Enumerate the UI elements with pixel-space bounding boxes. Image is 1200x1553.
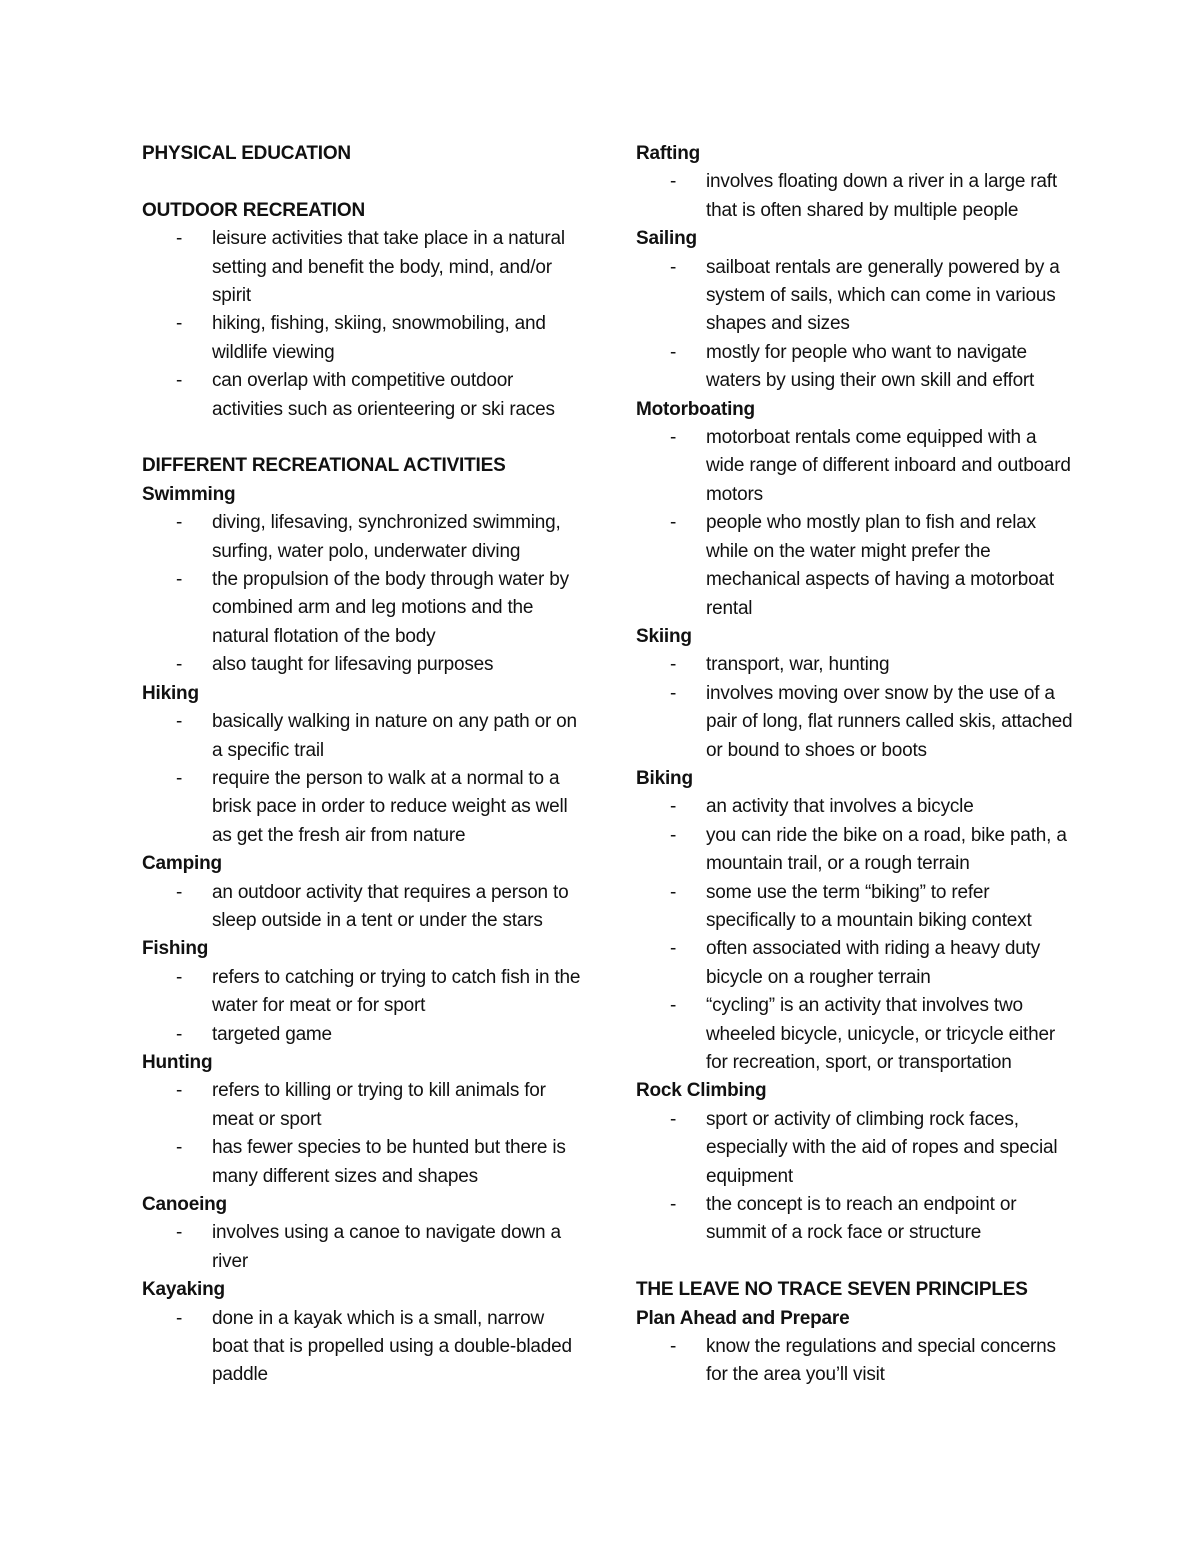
section-title-plan-ahead: Plan Ahead and Prepare (636, 1307, 850, 1329)
dash-bullet: - (670, 256, 677, 278)
list-item (636, 509, 1076, 623)
dash-bullet: - (176, 1307, 183, 1329)
section-title-camping: Camping (142, 853, 222, 875)
dash-bullet: - (670, 995, 677, 1017)
list-item-text: motorboat rentals come equipped with a wide range of different inboard and outboard motors (706, 427, 1071, 505)
list-item (142, 964, 582, 1021)
section-title-sailing: Sailing (636, 228, 697, 250)
section-title-hunting: Hunting (142, 1051, 213, 1073)
section-list-biking (636, 793, 1076, 1077)
list-item-text: refers to killing or trying to kill animals for meat or sport (212, 1080, 546, 1130)
list-item (636, 1106, 1076, 1191)
list-item-text: basically walking in nature on any path or on a specific trail (212, 711, 577, 761)
list-item (142, 1219, 582, 1276)
dash-bullet: - (670, 824, 677, 846)
list-item-text: has fewer species to be hunted but there is many different sizes and shapes (212, 1137, 566, 1187)
list-item (636, 1191, 1076, 1248)
dash-bullet: - (670, 171, 677, 193)
list-item-text: some use the term “biking” to refer specifically to a mountain biking context (706, 881, 1032, 931)
section-list-kayaking (142, 1305, 582, 1390)
list-item (142, 1077, 582, 1134)
dash-bullet: - (670, 341, 677, 363)
dash-bullet: - (176, 1137, 183, 1159)
section-title-hiking: Hiking (142, 682, 199, 704)
section-title-rock-climbing: Rock Climbing (636, 1080, 767, 1102)
dash-bullet: - (670, 1336, 677, 1358)
list-item-text: an activity that involves a bicycle (706, 796, 974, 818)
list-item-text: involves floating down a river in a large raft that is often shared by multiple people (706, 171, 1057, 221)
outdoor-recreation-heading: OUTDOOR RECREATION (142, 199, 365, 221)
dash-bullet: - (176, 654, 183, 676)
section-list-plan-ahead (636, 1333, 1076, 1390)
list-item (636, 879, 1076, 936)
list-item-text: the propulsion of the body through water by combined arm and leg motions and the natural flotation of the body (212, 569, 569, 647)
section-title-skiing: Skiing (636, 625, 692, 647)
list-item (142, 566, 582, 651)
list-item-text: involves moving over snow by the use of a pair of long, flat runners called skis, attached or bound to shoes or boots (706, 682, 1073, 761)
dash-bullet: - (670, 938, 677, 960)
section-title-rafting: Rafting (636, 143, 701, 164)
spacer (142, 424, 582, 452)
section-list-camping (142, 879, 582, 936)
list-item (636, 424, 1076, 509)
section-title-canoeing: Canoeing (142, 1194, 227, 1215)
section-list-swimming (142, 509, 582, 679)
list-item (142, 367, 582, 424)
list-item-text: know the regulations and special concerns for the area you’ll visit (706, 1336, 1056, 1386)
dash-bullet: - (176, 966, 183, 988)
section-list-canoeing (142, 1219, 582, 1276)
list-item-text: sailboat rentals are generally powered by a system of sails, which can come in various shapes and sizes (706, 256, 1060, 335)
section-list-rafting (636, 168, 1076, 225)
section-list-motorboating (636, 424, 1076, 623)
list-item-text: often associated with riding a heavy duty bicycle on a rougher terrain (706, 938, 1041, 988)
list-item (636, 992, 1076, 1077)
list-item (636, 793, 1076, 821)
right-column (636, 140, 1076, 1390)
list-item (636, 651, 1076, 679)
dash-bullet: - (670, 881, 677, 903)
list-item (636, 168, 1076, 225)
section-list-rock-climbing (636, 1106, 1076, 1248)
list-item-text: “cycling” is an activity that involves two wheeled bicycle, unicycle, or tricycle either for recreation, sport, or transportation (706, 995, 1055, 1073)
spacer (142, 168, 582, 196)
dash-bullet: - (176, 370, 183, 392)
dash-bullet: - (176, 313, 183, 335)
dash-bullet: - (670, 682, 677, 704)
list-item (636, 1333, 1076, 1390)
section-title-kayaking: Kayaking (142, 1279, 225, 1301)
dash-bullet: - (670, 1194, 677, 1216)
list-item (142, 1134, 582, 1191)
dash-bullet: - (176, 512, 183, 534)
dash-bullet: - (176, 228, 183, 250)
list-item (142, 509, 582, 566)
list-item (636, 680, 1076, 765)
dash-bullet: - (176, 711, 183, 733)
section-list-hiking (142, 708, 582, 850)
section-list-hunting (142, 1077, 582, 1191)
dash-bullet: - (670, 796, 677, 818)
list-item-text: done in a kayak which is a small, narrow boat that is propelled using a double-bladed paddle (212, 1307, 572, 1386)
list-item-text: transport, war, hunting (706, 654, 890, 676)
dash-bullet: - (176, 1222, 183, 1244)
list-item (142, 225, 582, 310)
list-item (142, 765, 582, 850)
list-item-text: can overlap with competitive outdoor activities such as orienteering or ski races (212, 370, 555, 420)
list-item (142, 651, 582, 679)
dash-bullet: - (176, 767, 183, 789)
list-item (636, 822, 1076, 879)
list-item (142, 1021, 582, 1049)
list-item (142, 1305, 582, 1390)
list-item-text: require the person to walk at a normal to a brisk pace in order to reduce weight as well as get the fresh air from nature (212, 767, 568, 846)
dash-bullet: - (670, 654, 677, 676)
dash-bullet: - (176, 1080, 183, 1102)
list-item-text: sport or activity of climbing rock faces, especially with the aid of ropes and special equipment (706, 1108, 1058, 1187)
document-title: PHYSICAL EDUCATION (142, 143, 351, 164)
list-item (142, 310, 582, 367)
list-item (636, 339, 1076, 396)
spacer (636, 1248, 1076, 1276)
list-item-text: people who mostly plan to fish and relax while on the water might prefer the mechanical aspects of having a motorboat rental (706, 512, 1054, 619)
list-item-text: hiking, fishing, skiing, snowmobiling, and wildlife viewing (212, 313, 546, 363)
section-title-biking: Biking (636, 767, 693, 789)
dash-bullet: - (176, 1023, 183, 1045)
leave-no-trace-heading: THE LEAVE NO TRACE SEVEN PRINCIPLES (636, 1279, 1028, 1301)
list-item (142, 708, 582, 765)
dash-bullet: - (176, 881, 183, 903)
section-list-skiing (636, 651, 1076, 765)
dash-bullet: - (670, 512, 677, 534)
list-item (636, 935, 1076, 992)
list-item (142, 879, 582, 936)
list-item-text: targeted game (212, 1023, 332, 1045)
list-item-text: refers to catching or trying to catch fish in the water for meat or for sport (212, 966, 581, 1017)
list-item-text: leisure activities that take place in a natural setting and benefit the body, mind, and/or spirit (212, 228, 565, 307)
list-item-text: an outdoor activity that requires a person to sleep outside in a tent or under the stars (212, 881, 569, 931)
different-activities-heading: DIFFERENT RECREATIONAL ACTIVITIES (142, 455, 506, 477)
list-item-text: also taught for lifesaving purposes (212, 654, 494, 676)
section-list-fishing (142, 964, 582, 1049)
section-list-sailing (636, 254, 1076, 396)
section-title-swimming: Swimming (142, 483, 236, 505)
list-item-text: involves using a canoe to navigate down a river (212, 1222, 561, 1272)
dash-bullet: - (670, 1108, 677, 1130)
list-item-text: diving, lifesaving, synchronized swimming, surfing, water polo, underwater diving (212, 512, 561, 562)
section-title-fishing: Fishing (142, 938, 209, 960)
dash-bullet: - (176, 569, 183, 591)
list-item-text: the concept is to reach an endpoint or summit of a rock face or structure (706, 1194, 1017, 1244)
list-item-text: you can ride the bike on a road, bike path, a mountain trail, or a rough terrain (706, 824, 1067, 875)
left-column (142, 140, 582, 1390)
dash-bullet: - (670, 427, 677, 449)
section-title-motorboating: Motorboating (636, 398, 755, 420)
list-item-text: mostly for people who want to navigate waters by using their own skill and effort (706, 341, 1035, 392)
list-item (636, 254, 1076, 339)
outdoor-recreation-list (142, 225, 582, 424)
